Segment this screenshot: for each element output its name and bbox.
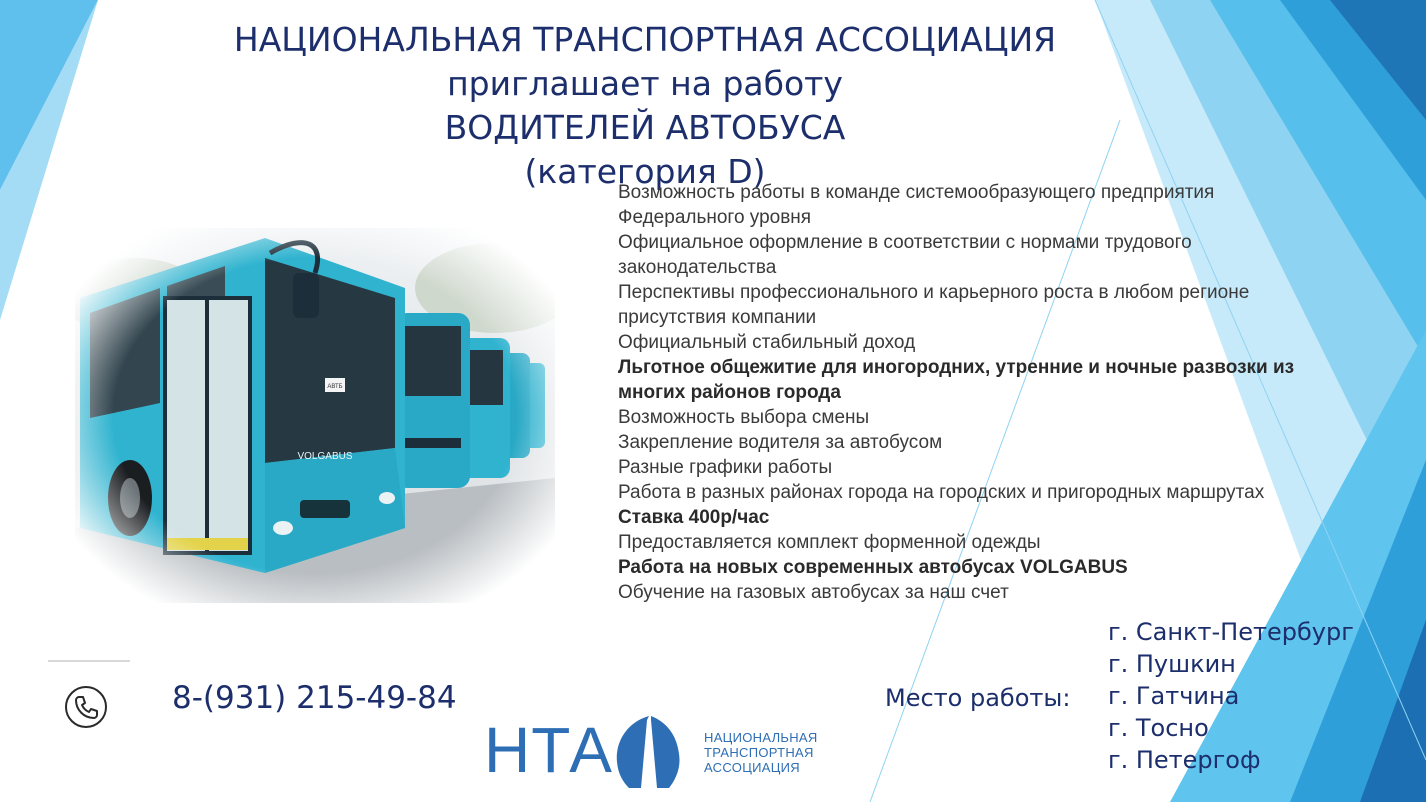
benefit-item: Обучение на газовых автобусах за наш счет bbox=[618, 582, 1009, 603]
logo-text-line: АССОЦИАЦИЯ bbox=[704, 760, 800, 775]
benefit-item: Разные графики работы bbox=[618, 457, 833, 478]
phone-number[interactable]: 8-(931) 215-49-84 bbox=[172, 680, 457, 716]
city-item: г. Гатчина bbox=[1108, 682, 1240, 710]
benefit-item: многих районов города bbox=[618, 382, 841, 403]
benefit-item: Официальное оформление в соответствии с нормами трудового bbox=[618, 232, 1192, 253]
benefit-item: Возможность работы в команде системообразующего предприятия bbox=[618, 182, 1215, 203]
benefit-item: Льготное общежитие для иногородних, утренние и ночные развозки из bbox=[618, 357, 1295, 378]
benefits-list bbox=[618, 180, 1378, 605]
title-line-category: (категория D) bbox=[524, 152, 766, 191]
benefit-item: Работа на новых современных автобусах VOLGABUS bbox=[618, 557, 1128, 578]
logo-text bbox=[704, 730, 818, 775]
workplace-label: Место работы: bbox=[885, 684, 1071, 712]
benefit-item: Официальный стабильный доход bbox=[618, 332, 916, 353]
logo-letters: НТА bbox=[484, 714, 613, 786]
nta-logo bbox=[484, 712, 834, 792]
city-item: г. Петергоф bbox=[1108, 746, 1261, 774]
city-item: г. Санкт-Петербург bbox=[1108, 618, 1354, 646]
page-title bbox=[200, 18, 1090, 194]
title-line-invites: приглашает на работу bbox=[447, 64, 843, 103]
benefit-item: Ставка 400р/час bbox=[618, 507, 770, 528]
road-emblem-icon bbox=[609, 714, 689, 790]
title-line-drivers: ВОДИТЕЛЕЙ АВТОБУСА bbox=[444, 108, 846, 147]
benefit-item: законодательства bbox=[618, 257, 777, 278]
benefit-item: Работа в разных районах города на городских и пригородных маршрутах bbox=[618, 482, 1265, 503]
benefit-item: присутствия компании bbox=[618, 307, 817, 328]
workplace-cities bbox=[1108, 616, 1354, 776]
benefit-item: Закрепление водителя за автобусом bbox=[618, 432, 943, 453]
benefit-item: Возможность выбора смены bbox=[618, 407, 870, 428]
city-item: г. Пушкин bbox=[1108, 650, 1236, 678]
city-item: г. Тосно bbox=[1108, 714, 1209, 742]
title-line-association: НАЦИОНАЛЬНАЯ ТРАНСПОРТНАЯ АССОЦИАЦИЯ bbox=[233, 20, 1057, 59]
benefit-item: Предоставляется комплект форменной одежды bbox=[618, 532, 1041, 553]
benefit-item: Федерального уровня bbox=[618, 207, 812, 228]
logo-text-line: ТРАНСПОРТНАЯ bbox=[704, 745, 814, 760]
benefit-item: Перспективы профессионального и карьерного роста в любом регионе bbox=[618, 282, 1250, 303]
logo-text-line: НАЦИОНАЛЬНАЯ bbox=[704, 730, 818, 745]
phone-icon[interactable] bbox=[64, 685, 108, 729]
bus-photo bbox=[75, 228, 555, 603]
divider bbox=[48, 660, 130, 662]
